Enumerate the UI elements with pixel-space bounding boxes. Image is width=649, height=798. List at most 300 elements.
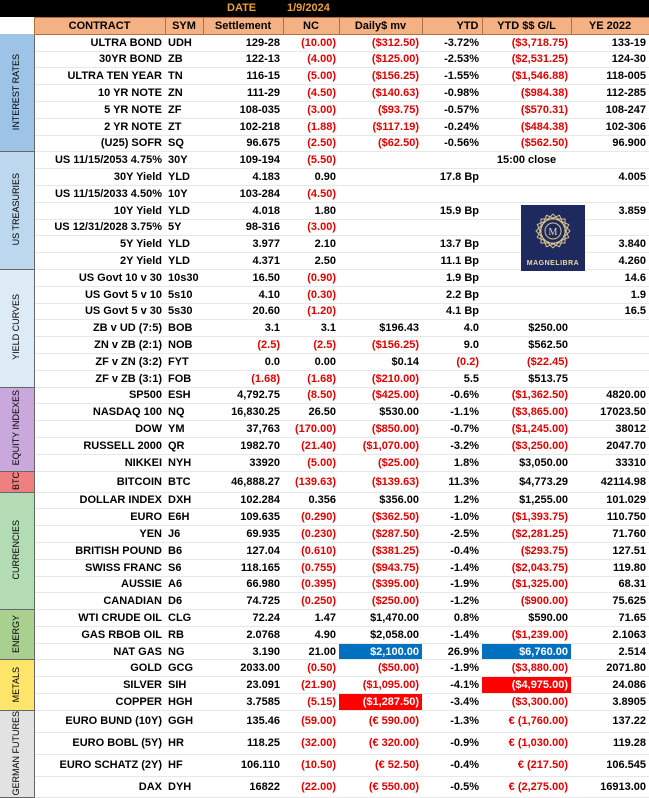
cell-daily-mv[interactable]: ($140.63) [339, 85, 422, 102]
cell-settlement[interactable]: 135.46 [203, 710, 283, 732]
cell-ye-2022[interactable]: 110.750 [571, 509, 649, 526]
cell-nc[interactable]: (170.00) [283, 421, 339, 438]
cell-ye-2022[interactable]: 112-285 [571, 85, 649, 102]
cell-sym[interactable]: ZF [165, 101, 203, 118]
cell-nc[interactable]: 4.90 [283, 626, 339, 643]
cell-sym[interactable]: DYH [165, 776, 203, 798]
cell-sym[interactable]: 5s30 [165, 303, 203, 320]
cell-sym[interactable]: 5s10 [165, 286, 203, 303]
cell-daily-mv[interactable]: ($125.00) [339, 51, 422, 68]
cell-daily-mv[interactable]: ($362.50) [339, 509, 422, 526]
table-row[interactable] [0, 421, 649, 438]
cell-ye-2022[interactable]: 3.859 [571, 202, 649, 219]
cell-nc[interactable]: (2.5) [283, 337, 339, 354]
table-row[interactable] [0, 404, 649, 421]
cell-ye-2022[interactable]: 137.22 [571, 710, 649, 732]
cell-daily-mv[interactable]: $196.43 [339, 320, 422, 337]
cell-ytd-gl[interactable]: ($4,975.00) [482, 677, 571, 694]
cell-ytd-gl[interactable] [482, 286, 571, 303]
cell-contract[interactable]: 5 YR NOTE [34, 101, 165, 118]
cell-daily-mv[interactable]: ($117.19) [339, 118, 422, 135]
cell-ye-2022[interactable] [571, 320, 649, 337]
cell-contract[interactable]: 2Y Yield [34, 253, 165, 270]
cell-ye-2022[interactable]: 102-306 [571, 118, 649, 135]
cell-settlement[interactable]: 66.980 [203, 576, 283, 593]
cell-nc[interactable]: (2.50) [283, 135, 339, 152]
cell-ytd-gl[interactable]: ($2,531.25) [482, 51, 571, 68]
table-row[interactable] [0, 677, 649, 694]
cell-daily-mv[interactable]: (€ 320.00) [339, 732, 422, 754]
cell-nc[interactable]: (0.395) [283, 576, 339, 593]
cell-ytd[interactable] [422, 219, 482, 236]
cell-contract[interactable]: RUSSELL 2000 [34, 437, 165, 454]
cell-daily-mv[interactable]: $356.00 [339, 492, 422, 509]
cell-contract[interactable]: (U25) SOFR [34, 135, 165, 152]
cell-ye-2022[interactable]: 71.760 [571, 526, 649, 543]
cell-ytd-gl[interactable]: 15:00 close [482, 152, 571, 169]
cell-sym[interactable]: BOB [165, 320, 203, 337]
cell-sym[interactable]: E6H [165, 509, 203, 526]
table-row[interactable] [0, 643, 649, 660]
cell-ytd[interactable]: -1.55% [422, 68, 482, 85]
cell-nc[interactable]: (0.30) [283, 286, 339, 303]
cell-ye-2022[interactable]: 1.9 [571, 286, 649, 303]
cell-sym[interactable]: GCG [165, 660, 203, 677]
cell-ytd[interactable]: 13.7 Bp [422, 236, 482, 253]
cell-nc[interactable]: (0.755) [283, 559, 339, 576]
cell-nc[interactable]: (0.290) [283, 509, 339, 526]
cell-ytd-gl[interactable]: ($2,043.75) [482, 559, 571, 576]
cell-settlement[interactable]: 111-29 [203, 85, 283, 102]
cell-ytd-gl[interactable]: ($1,239.00) [482, 626, 571, 643]
cell-sym[interactable]: 10s30 [165, 269, 203, 286]
cell-ye-2022[interactable]: 24.086 [571, 677, 649, 694]
cell-contract[interactable]: US Govt 5 v 10 [34, 286, 165, 303]
cell-nc[interactable]: (22.00) [283, 776, 339, 798]
cell-settlement[interactable]: 4.018 [203, 202, 283, 219]
cell-ye-2022[interactable]: 108-247 [571, 101, 649, 118]
cell-sym[interactable]: D6 [165, 593, 203, 610]
cell-settlement[interactable]: 4.10 [203, 286, 283, 303]
cell-ye-2022[interactable]: 4.005 [571, 169, 649, 186]
cell-daily-mv[interactable] [339, 253, 422, 270]
table-row[interactable] [0, 454, 649, 471]
cell-contract[interactable]: EURO BUND (10Y) [34, 710, 165, 732]
cell-settlement[interactable]: 106.110 [203, 754, 283, 776]
table-row[interactable] [0, 754, 649, 776]
cell-daily-mv[interactable] [339, 219, 422, 236]
cell-daily-mv[interactable]: ($25.00) [339, 454, 422, 471]
table-row[interactable] [0, 101, 649, 118]
cell-contract[interactable]: ZF v ZN (3:2) [34, 353, 165, 370]
cell-settlement[interactable]: 102-218 [203, 118, 283, 135]
cell-contract[interactable]: US 11/15/2033 4.50% [34, 185, 165, 202]
cell-ye-2022[interactable] [571, 337, 649, 354]
cell-daily-mv[interactable]: (€ 550.00) [339, 776, 422, 798]
cell-nc[interactable]: (59.00) [283, 710, 339, 732]
cell-settlement[interactable]: 69.935 [203, 526, 283, 543]
cell-ytd[interactable]: -0.6% [422, 387, 482, 404]
cell-contract[interactable]: BRITISH POUND [34, 542, 165, 559]
cell-ytd-gl[interactable]: ($484.38) [482, 118, 571, 135]
cell-ytd-gl[interactable]: $3,050.00 [482, 454, 571, 471]
cell-nc[interactable]: 26.50 [283, 404, 339, 421]
cell-settlement[interactable]: 3.977 [203, 236, 283, 253]
cell-sym[interactable]: YLD [165, 202, 203, 219]
cell-nc[interactable]: (0.50) [283, 660, 339, 677]
table-row[interactable] [0, 437, 649, 454]
cell-sym[interactable]: J6 [165, 526, 203, 543]
col-daily-mv[interactable]: Daily$ mv [339, 18, 422, 35]
table-row[interactable] [0, 353, 649, 370]
cell-ytd-gl[interactable]: ($1,325.00) [482, 576, 571, 593]
cell-nc[interactable]: 0.00 [283, 353, 339, 370]
cell-daily-mv[interactable]: ($139.63) [339, 471, 422, 492]
table-row[interactable] [0, 471, 649, 492]
cell-ytd-gl[interactable]: ($1,245.00) [482, 421, 571, 438]
cell-nc[interactable]: (8.50) [283, 387, 339, 404]
cell-ye-2022[interactable]: 68.31 [571, 576, 649, 593]
cell-sym[interactable]: HR [165, 732, 203, 754]
cell-daily-mv[interactable] [339, 152, 422, 169]
cell-settlement[interactable]: 116-15 [203, 68, 283, 85]
cell-ytd[interactable]: 26.9% [422, 643, 482, 660]
table-row[interactable] [0, 387, 649, 404]
cell-sym[interactable]: QR [165, 437, 203, 454]
cell-sym[interactable]: NOB [165, 337, 203, 354]
cell-ye-2022[interactable]: 2047.70 [571, 437, 649, 454]
table-row[interactable] [0, 509, 649, 526]
cell-ye-2022[interactable]: 71.65 [571, 610, 649, 627]
cell-nc[interactable]: (4.50) [283, 185, 339, 202]
cell-ytd-gl[interactable] [482, 303, 571, 320]
table-row[interactable] [0, 169, 649, 186]
table-row[interactable] [0, 492, 649, 509]
cell-sym[interactable]: NQ [165, 404, 203, 421]
cell-ye-2022[interactable]: 2.514 [571, 643, 649, 660]
cell-sym[interactable]: YM [165, 421, 203, 438]
cell-nc[interactable]: (0.230) [283, 526, 339, 543]
cell-ye-2022[interactable]: 124-30 [571, 51, 649, 68]
cell-ytd-gl[interactable] [482, 269, 571, 286]
cell-contract[interactable]: EURO BOBL (5Y) [34, 732, 165, 754]
table-row[interactable] [0, 303, 649, 320]
cell-contract[interactable]: 2 YR NOTE [34, 118, 165, 135]
cell-daily-mv[interactable]: (€ 52.50) [339, 754, 422, 776]
col-settlement[interactable]: Settlement [203, 18, 283, 35]
cell-ye-2022[interactable]: 118-005 [571, 68, 649, 85]
cell-settlement[interactable]: 1982.70 [203, 437, 283, 454]
cell-ytd-gl[interactable]: ($1,362.50) [482, 387, 571, 404]
cell-daily-mv[interactable]: $0.14 [339, 353, 422, 370]
cell-settlement[interactable]: 74.725 [203, 593, 283, 610]
cell-nc[interactable]: (1.88) [283, 118, 339, 135]
cell-ye-2022[interactable]: 119.28 [571, 732, 649, 754]
cell-daily-mv[interactable] [339, 169, 422, 186]
cell-contract[interactable]: 30Y Yield [34, 169, 165, 186]
cell-ye-2022[interactable]: 33310 [571, 454, 649, 471]
cell-sym[interactable]: 5Y [165, 219, 203, 236]
cell-sym[interactable]: DXH [165, 492, 203, 509]
table-row[interactable] [0, 694, 649, 711]
cell-daily-mv[interactable]: ($850.00) [339, 421, 422, 438]
cell-daily-mv[interactable]: ($381.25) [339, 542, 422, 559]
cell-sym[interactable]: A6 [165, 576, 203, 593]
cell-ytd[interactable]: -1.1% [422, 404, 482, 421]
cell-sym[interactable]: 10Y [165, 185, 203, 202]
cell-settlement[interactable]: 3.7585 [203, 694, 283, 711]
cell-nc[interactable]: 21.00 [283, 643, 339, 660]
cell-ytd[interactable]: -0.7% [422, 421, 482, 438]
cell-ytd[interactable]: -3.2% [422, 437, 482, 454]
table-row[interactable] [0, 526, 649, 543]
cell-ytd-gl[interactable]: € (1,760.00) [482, 710, 571, 732]
cell-ye-2022[interactable]: 4.260 [571, 253, 649, 270]
cell-contract[interactable]: ZB v UD (7:5) [34, 320, 165, 337]
cell-ytd[interactable]: -1.9% [422, 660, 482, 677]
cell-ytd-gl[interactable]: ($570.31) [482, 101, 571, 118]
cell-ytd[interactable]: -0.4% [422, 542, 482, 559]
cell-ytd[interactable] [422, 152, 482, 169]
table-row[interactable] [0, 51, 649, 68]
cell-ytd[interactable]: 15.9 Bp [422, 202, 482, 219]
cell-ytd-gl[interactable]: ($900.00) [482, 593, 571, 610]
cell-daily-mv[interactable]: ($1,070.00) [339, 437, 422, 454]
cell-daily-mv[interactable]: ($395.00) [339, 576, 422, 593]
cell-nc[interactable]: (4.50) [283, 85, 339, 102]
table-row[interactable] [0, 286, 649, 303]
cell-ye-2022[interactable]: 4820.00 [571, 387, 649, 404]
cell-ytd[interactable]: -0.57% [422, 101, 482, 118]
cell-nc[interactable]: 1.80 [283, 202, 339, 219]
cell-sym[interactable]: SQ [165, 135, 203, 152]
cell-contract[interactable]: 5Y Yield [34, 236, 165, 253]
cell-daily-mv[interactable]: ($62.50) [339, 135, 422, 152]
cell-daily-mv[interactable]: $530.00 [339, 404, 422, 421]
cell-daily-mv[interactable]: ($156.25) [339, 68, 422, 85]
cell-sym[interactable]: BTC [165, 471, 203, 492]
cell-settlement[interactable]: 4,792.75 [203, 387, 283, 404]
cell-ytd[interactable]: 1.9 Bp [422, 269, 482, 286]
cell-daily-mv[interactable]: ($1,095.00) [339, 677, 422, 694]
cell-settlement[interactable]: 20.60 [203, 303, 283, 320]
cell-contract[interactable]: NIKKEI [34, 454, 165, 471]
cell-contract[interactable]: US Govt 10 v 30 [34, 269, 165, 286]
cell-ytd[interactable]: -2.53% [422, 51, 482, 68]
table-row[interactable] [0, 593, 649, 610]
cell-sym[interactable]: HGH [165, 694, 203, 711]
cell-ytd[interactable]: 0.8% [422, 610, 482, 627]
cell-nc[interactable]: (5.00) [283, 68, 339, 85]
cell-contract[interactable]: 30YR BOND [34, 51, 165, 68]
cell-ytd-gl[interactable]: $250.00 [482, 320, 571, 337]
cell-ye-2022[interactable]: 14.6 [571, 269, 649, 286]
cell-contract[interactable]: COPPER [34, 694, 165, 711]
cell-ytd-gl[interactable]: ($984.38) [482, 85, 571, 102]
cell-ytd-gl[interactable]: ($3,865.00) [482, 404, 571, 421]
cell-daily-mv[interactable] [339, 269, 422, 286]
cell-settlement[interactable]: 4.371 [203, 253, 283, 270]
table-row[interactable] [0, 269, 649, 286]
cell-settlement[interactable]: 0.0 [203, 353, 283, 370]
cell-sym[interactable]: ZN [165, 85, 203, 102]
date-value[interactable]: 1/9/2024 [287, 2, 330, 14]
cell-sym[interactable]: GGH [165, 710, 203, 732]
cell-ytd[interactable]: 4.1 Bp [422, 303, 482, 320]
table-row[interactable] [0, 34, 649, 51]
cell-contract[interactable]: ZN v ZB (2:1) [34, 337, 165, 354]
cell-contract[interactable]: US Govt 5 v 30 [34, 303, 165, 320]
col-sym[interactable]: SYM [165, 18, 203, 35]
table-row[interactable] [0, 135, 649, 152]
cell-contract[interactable]: ULTRA BOND [34, 34, 165, 51]
cell-ytd[interactable]: -0.4% [422, 754, 482, 776]
cell-ytd-gl[interactable]: € (217.50) [482, 754, 571, 776]
cell-sym[interactable]: FOB [165, 370, 203, 387]
cell-daily-mv[interactable]: ($210.00) [339, 370, 422, 387]
table-row[interactable] [0, 626, 649, 643]
cell-nc[interactable]: (3.00) [283, 101, 339, 118]
cell-ytd-gl[interactable]: ($1,393.75) [482, 509, 571, 526]
cell-ye-2022[interactable]: 3.840 [571, 236, 649, 253]
cell-ytd-gl[interactable]: $590.00 [482, 610, 571, 627]
cell-contract[interactable]: 10 YR NOTE [34, 85, 165, 102]
cell-settlement[interactable]: 2033.00 [203, 660, 283, 677]
cell-ytd-gl[interactable]: ($3,718.75) [482, 34, 571, 51]
cell-ytd-gl[interactable]: ($2,281.25) [482, 526, 571, 543]
cell-contract[interactable]: BITCOIN [34, 471, 165, 492]
cell-settlement[interactable]: 109-194 [203, 152, 283, 169]
cell-settlement[interactable]: 33920 [203, 454, 283, 471]
cell-sym[interactable]: YLD [165, 253, 203, 270]
table-row[interactable] [0, 610, 649, 627]
cell-ytd[interactable]: -2.5% [422, 526, 482, 543]
cell-contract[interactable]: ZF v ZB (3:1) [34, 370, 165, 387]
cell-daily-mv[interactable]: ($250.00) [339, 593, 422, 610]
cell-ytd[interactable]: -4.1% [422, 677, 482, 694]
cell-contract[interactable]: DAX [34, 776, 165, 798]
cell-contract[interactable]: SWISS FRANC [34, 559, 165, 576]
cell-nc[interactable]: 2.10 [283, 236, 339, 253]
cell-daily-mv[interactable]: ($943.75) [339, 559, 422, 576]
cell-settlement[interactable]: 46,888.27 [203, 471, 283, 492]
cell-ye-2022[interactable]: 2.1063 [571, 626, 649, 643]
table-row[interactable] [0, 185, 649, 202]
cell-nc[interactable]: (10.00) [283, 34, 339, 51]
cell-sym[interactable]: YLD [165, 236, 203, 253]
cell-settlement[interactable]: 122-13 [203, 51, 283, 68]
cell-settlement[interactable]: 16,830.25 [203, 404, 283, 421]
cell-ye-2022[interactable]: 16913.00 [571, 776, 649, 798]
cell-ytd-gl[interactable]: ($3,300.00) [482, 694, 571, 711]
cell-ye-2022[interactable]: 96.900 [571, 135, 649, 152]
cell-sym[interactable]: NG [165, 643, 203, 660]
table-row[interactable] [0, 559, 649, 576]
cell-settlement[interactable]: 96.675 [203, 135, 283, 152]
cell-nc[interactable]: (1.68) [283, 370, 339, 387]
cell-sym[interactable]: NYH [165, 454, 203, 471]
cell-daily-mv[interactable]: ($287.50) [339, 526, 422, 543]
cell-contract[interactable]: GAS RBOB OIL [34, 626, 165, 643]
cell-contract[interactable]: 10Y Yield [34, 202, 165, 219]
cell-ytd[interactable]: -1.3% [422, 710, 482, 732]
col-ytd[interactable]: YTD [422, 18, 482, 35]
cell-sym[interactable]: FYT [165, 353, 203, 370]
cell-settlement[interactable]: 118.25 [203, 732, 283, 754]
cell-ytd-gl[interactable]: $513.75 [482, 370, 571, 387]
cell-ytd[interactable]: -0.5% [422, 776, 482, 798]
cell-settlement[interactable]: 4.183 [203, 169, 283, 186]
cell-settlement[interactable]: (1.68) [203, 370, 283, 387]
table-row[interactable] [0, 776, 649, 798]
cell-nc[interactable]: 0.356 [283, 492, 339, 509]
cell-ytd-gl[interactable]: $562.50 [482, 337, 571, 354]
cell-sym[interactable]: HF [165, 754, 203, 776]
cell-ytd[interactable]: -1.4% [422, 559, 482, 576]
cell-ye-2022[interactable] [571, 152, 649, 169]
cell-contract[interactable]: YEN [34, 526, 165, 543]
cell-contract[interactable]: AUSSIE [34, 576, 165, 593]
cell-sym[interactable]: 30Y [165, 152, 203, 169]
cell-ytd-gl[interactable]: € (2,275.00) [482, 776, 571, 798]
cell-ytd-gl[interactable]: $6,760.00 [482, 643, 571, 660]
cell-daily-mv[interactable] [339, 236, 422, 253]
cell-contract[interactable]: NAT GAS [34, 643, 165, 660]
cell-ytd-gl[interactable] [482, 185, 571, 202]
cell-ye-2022[interactable] [571, 370, 649, 387]
cell-contract[interactable]: WTI CRUDE OIL [34, 610, 165, 627]
cell-ytd[interactable]: -0.24% [422, 118, 482, 135]
cell-contract[interactable]: SILVER [34, 677, 165, 694]
cell-sym[interactable]: B6 [165, 542, 203, 559]
cell-settlement[interactable]: (2.5) [203, 337, 283, 354]
col-nc[interactable]: NC [283, 18, 339, 35]
cell-daily-mv[interactable]: $1,470.00 [339, 610, 422, 627]
cell-ye-2022[interactable]: 133-19 [571, 34, 649, 51]
cell-ye-2022[interactable]: 38012 [571, 421, 649, 438]
cell-ytd[interactable]: -0.9% [422, 732, 482, 754]
cell-daily-mv[interactable]: ($312.50) [339, 34, 422, 51]
cell-ytd[interactable]: 9.0 [422, 337, 482, 354]
cell-ye-2022[interactable]: 2071.80 [571, 660, 649, 677]
cell-sym[interactable]: YLD [165, 169, 203, 186]
cell-nc[interactable]: (5.00) [283, 454, 339, 471]
cell-nc[interactable]: (3.00) [283, 219, 339, 236]
cell-contract[interactable]: US 12/31/2028 3.75% [34, 219, 165, 236]
cell-nc[interactable]: (5.15) [283, 694, 339, 711]
table-row[interactable] [0, 370, 649, 387]
cell-daily-mv[interactable] [339, 303, 422, 320]
cell-settlement[interactable]: 3.1 [203, 320, 283, 337]
cell-settlement[interactable]: 2.0768 [203, 626, 283, 643]
cell-ytd[interactable] [422, 185, 482, 202]
cell-daily-mv[interactable]: ($156.25) [339, 337, 422, 354]
cell-ye-2022[interactable]: 17023.50 [571, 404, 649, 421]
cell-daily-mv[interactable]: $2,100.00 [339, 643, 422, 660]
cell-settlement[interactable]: 118.165 [203, 559, 283, 576]
cell-nc[interactable]: (0.90) [283, 269, 339, 286]
cell-contract[interactable]: NASDAQ 100 [34, 404, 165, 421]
cell-contract[interactable]: CANADIAN [34, 593, 165, 610]
cell-sym[interactable]: TN [165, 68, 203, 85]
cell-ytd[interactable]: 11.1 Bp [422, 253, 482, 270]
cell-ye-2022[interactable]: 127.51 [571, 542, 649, 559]
cell-contract[interactable]: GOLD [34, 660, 165, 677]
cell-ytd-gl[interactable]: € (1,030.00) [482, 732, 571, 754]
cell-ye-2022[interactable]: 101.029 [571, 492, 649, 509]
table-row[interactable] [0, 118, 649, 135]
cell-ytd[interactable]: -1.0% [422, 509, 482, 526]
